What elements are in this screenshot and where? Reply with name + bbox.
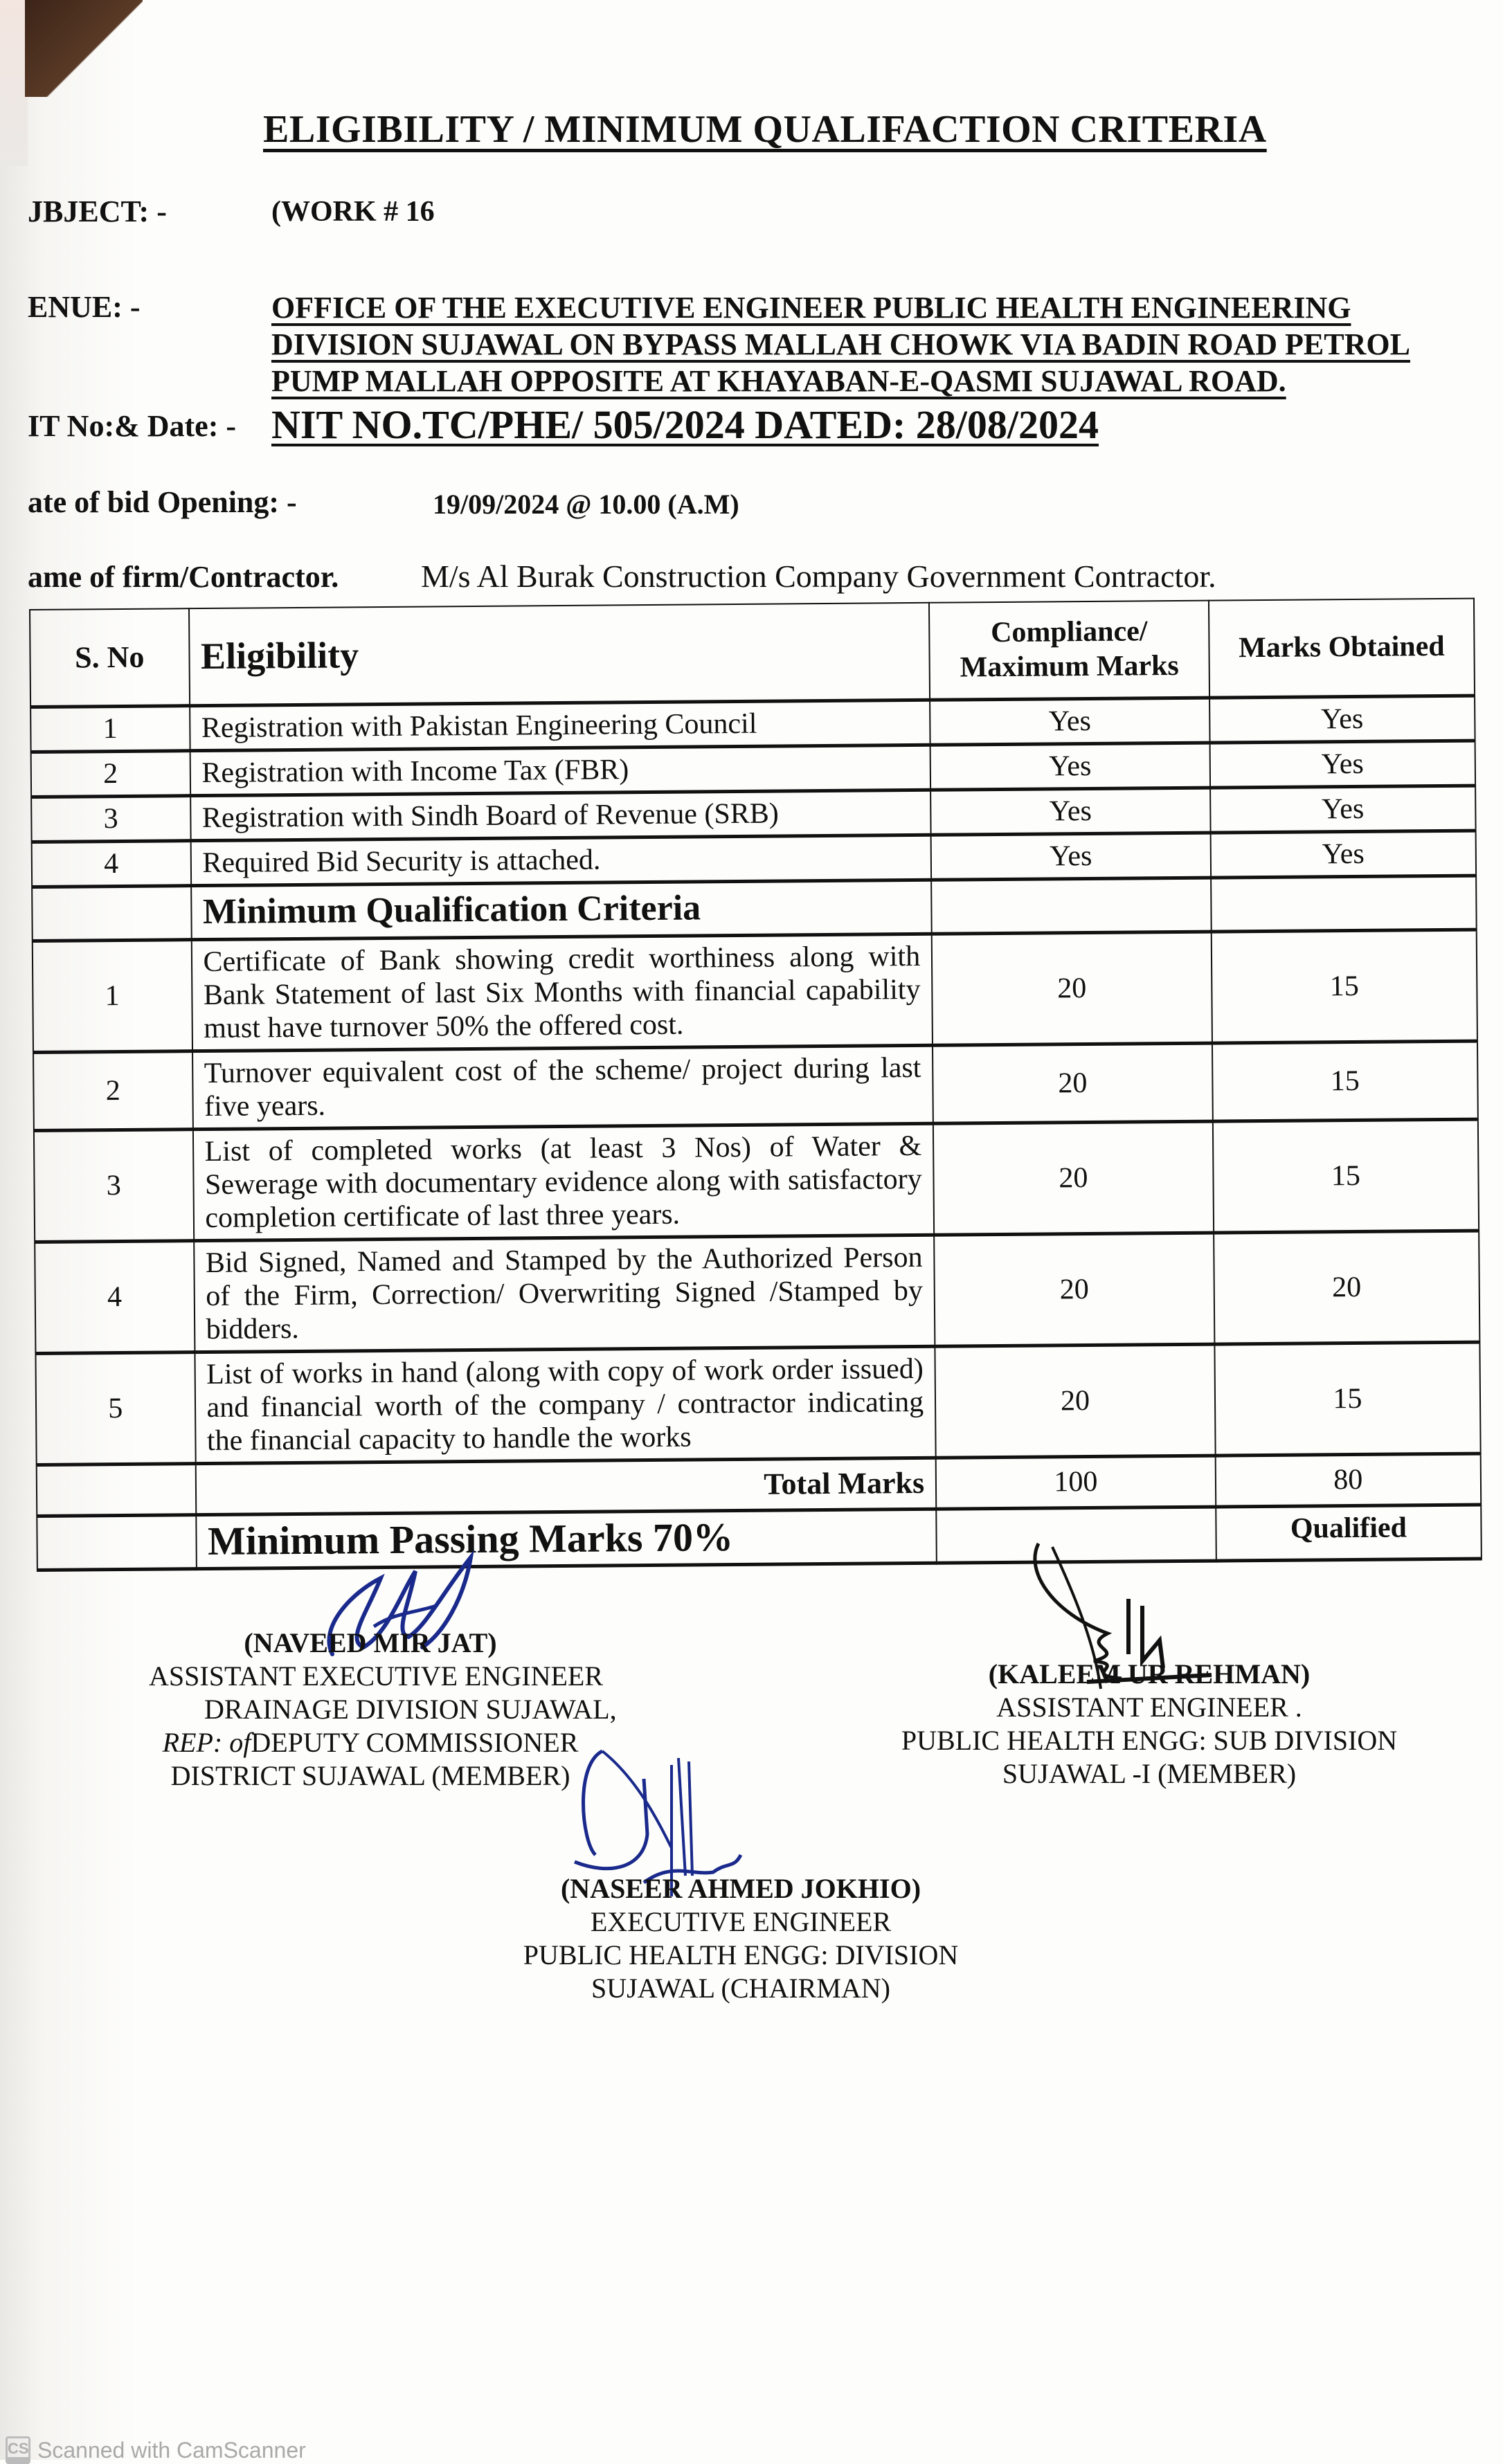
signatory-title: DISTRICT SUJAWAL (MEMBER) (170, 1760, 570, 1791)
signatory-name: (KALEEM UR REHMAN) (988, 1658, 1311, 1690)
signatory-name: (NAVEED MIR JAT) (244, 1627, 497, 1658)
scanner-watermark (6, 2436, 306, 2464)
scan-edge (0, 0, 28, 166)
row-marks: Yes (1209, 741, 1475, 788)
row-sno: 1 (33, 939, 192, 1052)
signatory-name: (NASEER AHMED JOKHIO) (560, 1873, 921, 1904)
header-compliance (929, 601, 1209, 700)
firm-value: M/s Al Burak Construction Company Government Contractor. (421, 559, 1216, 594)
venue-line: OFFICE OF THE EXECUTIVE ENGINEER PUBLIC HEALTH ENGINEERING (271, 291, 1351, 325)
row-marks: 15 (1213, 1119, 1479, 1233)
row-compliance: Yes (931, 833, 1211, 880)
venue-label: ENUE: - (28, 290, 141, 324)
watermark-text: Scanned with CamScanner (37, 2437, 306, 2463)
total-marks-obtained: 80 (1215, 1453, 1481, 1507)
venue-line: DIVISION SUJAWAL ON BYPASS MALLAH CHOWK VIA BADIN ROAD PETROL (271, 327, 1410, 361)
row-compliance: Yes (930, 788, 1210, 835)
table-row (33, 1041, 1478, 1130)
row-sno: 5 (35, 1352, 195, 1465)
row-text: Certificate of Bank showing credit worthiness along with Bank Statement of last Six Months with financial capability must have turnover 50% the offered cost. (191, 934, 933, 1051)
table-row (34, 1119, 1479, 1242)
row-marks: Yes (1210, 831, 1476, 878)
signatory-rep-prefix: REP: of (162, 1727, 251, 1758)
header-compliance-line2: Maximum Marks (960, 650, 1179, 684)
signatory-title: SUJAWAL -I (MEMBER) (1002, 1758, 1297, 1789)
row-sno: 2 (33, 1051, 192, 1130)
passing-marks-label: Minimum Passing Marks 70% (196, 1509, 937, 1568)
camscanner-logo-icon: CS (6, 2436, 30, 2464)
signatory-title-line (149, 1726, 592, 1759)
row-text: Registration with Sindh Board of Revenue (SRB) (190, 790, 931, 840)
row-marks: 15 (1212, 930, 1477, 1043)
row-marks: 20 (1214, 1231, 1479, 1344)
signatory-title: ASSISTANT EXECUTIVE ENGINEER (149, 1660, 604, 1692)
total-label: Total Marks (195, 1458, 936, 1514)
venue-value (271, 289, 1441, 399)
row-sno: 4 (35, 1240, 195, 1353)
scan-corner-shadow (25, 0, 143, 97)
table-row (33, 930, 1477, 1052)
row-compliance: Yes (930, 743, 1210, 790)
table-header-row (30, 599, 1475, 707)
bid-opening-label: ate of bid Opening: - (28, 485, 297, 519)
row-max-marks: 20 (932, 932, 1212, 1045)
row-text: Required Bid Security is attached. (190, 835, 931, 885)
firm-label: ame of firm/Contractor. (28, 560, 339, 594)
signatory-title: ASSISTANT ENGINEER . (996, 1692, 1302, 1723)
signatory-left (149, 1627, 617, 1793)
row-text: Registration with Pakistan Engineering Council (190, 700, 930, 750)
row-compliance: Yes (930, 698, 1209, 745)
eligibility-rows (30, 696, 1476, 887)
row-text: Bid Signed, Named and Stamped by the Authorized Person of the Firm, Correction/ Overwriting Signed /Stamped by bidders. (194, 1235, 935, 1352)
row-max-marks: 20 (933, 1121, 1214, 1235)
criteria-rows (33, 930, 1481, 1465)
row-text: Turnover equivalent cost of the scheme/ project during last five years. (192, 1045, 933, 1129)
row-marks: 15 (1212, 1041, 1478, 1121)
row-sno: 2 (31, 750, 190, 797)
row-marks: Yes (1209, 696, 1475, 743)
bid-opening-value: 19/09/2024 @ 10.00 (A.M) (433, 489, 739, 520)
signatory-title: PUBLIC HEALTH ENGG: DIVISION (523, 1939, 959, 1971)
passing-row (37, 1505, 1482, 1570)
table-row (35, 1231, 1479, 1353)
nit-value: NIT NO.TC/PHE/ 505/2024 DATED: 28/08/2024 (271, 402, 1099, 447)
header-marks-obtained: Marks Obtained (1209, 599, 1475, 698)
signatory-title: EXECUTIVE ENGINEER (590, 1906, 892, 1937)
row-marks: 15 (1214, 1342, 1480, 1456)
row-text: List of completed works (at least 3 Nos) of Water & Sewerage with documentary evidence along with satisfactory completion certificate of last three years. (192, 1123, 934, 1240)
result-status: Qualified (1216, 1505, 1482, 1561)
header-compliance-line1: Compliance/ (990, 615, 1148, 649)
row-sno: 1 (30, 705, 190, 752)
header-sno: S. No (30, 608, 190, 707)
row-sno: 3 (31, 795, 190, 842)
signatory-chairman (498, 1872, 983, 2005)
signatory-title: PUBLIC HEALTH ENGG: SUB DIVISION (901, 1725, 1398, 1756)
signatory-title: DEPUTY COMMISSIONER (251, 1727, 579, 1758)
row-sno: 4 (32, 840, 191, 887)
table-row (35, 1342, 1480, 1465)
subject-value: (WORK # 16 (271, 196, 435, 228)
header-eligibility: Eligibility (189, 603, 930, 705)
row-marks: Yes (1210, 786, 1476, 833)
criteria-table (29, 598, 1482, 1572)
row-text: List of works in hand (along with copy of work order issued) and financial worth of the company / contractor indicating the financial capacity to handle the works (195, 1346, 936, 1463)
signatory-title: SUJAWAL (CHAIRMAN) (591, 1973, 890, 2004)
document-title: ELIGIBILITY / MINIMUM QUALIFACTION CRITERIA (263, 108, 1267, 151)
row-max-marks: 20 (933, 1043, 1213, 1123)
signatory-right (879, 1658, 1419, 1791)
row-max-marks: 20 (935, 1344, 1216, 1458)
total-max-marks: 100 (936, 1456, 1216, 1509)
subject-label: JBJECT: - (28, 194, 167, 228)
nit-label: IT No:& Date: - (28, 409, 237, 443)
row-max-marks: 20 (934, 1233, 1214, 1346)
row-sno: 3 (34, 1129, 194, 1242)
section-title: Minimum Qualification Criteria (191, 880, 932, 939)
row-text: Registration with Income Tax (FBR) (190, 745, 930, 795)
venue-line: PUMP MALLAH OPPOSITE AT KHAYABAN-E-QASMI SUJAWAL ROAD. (271, 364, 1286, 398)
signatory-title: DRAINAGE DIVISION SUJAWAL, (204, 1694, 617, 1725)
